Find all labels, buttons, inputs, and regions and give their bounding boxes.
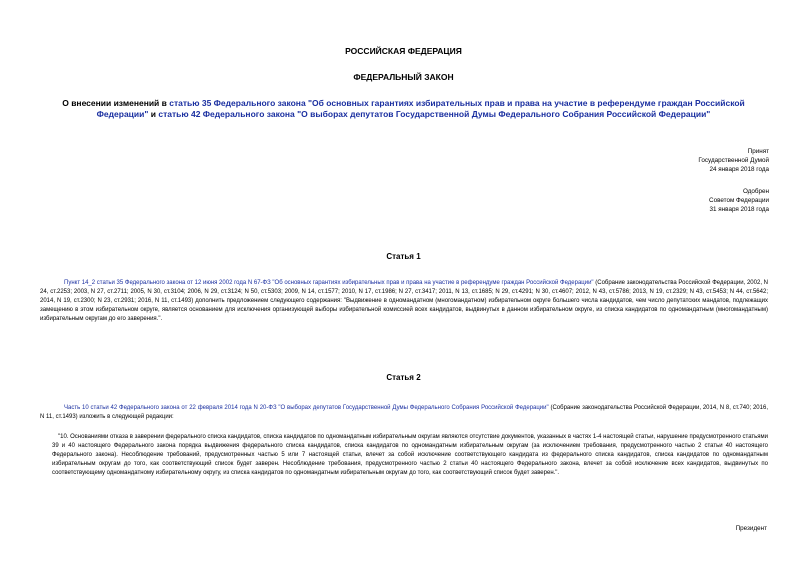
law-title-prefix: О внесении изменений в <box>62 98 170 108</box>
approval-line3: 31 января 2018 года <box>709 205 769 213</box>
article1-body: (Собрание законодательства Российской Федерации, 2002, N 24, ст.2253; 2003, N 27, ст.2711; 2005, N 30, ст.3104; 2006, N 29, ст.3124; N 50, ст.5303; 2009, N 14, ст.1577; 2010, N 17, ст.1986; N 27, ст.3417; 2011, N 13, ст.1685; N 29, ст.4291; N 30, ст.4607; 2012, N 43, ст.5786; 2013, N 19, ст.2329; N 43, ст.5453; N 44, ст.5642; 2014, N 19, ст.2300; N 23, ст.2931; 2016, N 11, ст.1493) дополнить предложением следующего содержания: "Выдвижение в одномандатном (многомандатном) избирательном округе большего числа кандидатов, чем число депутатских мандатов, подлежащих замещению в этом избирательном округе, является основанием для исключения организующей выборы избирательной комиссией всех кандидатов, выдвинутых в данном избирательном округе, из списка кандидатов по одномандатным (многомандатным) избирательным округам до его заверения.". <box>40 280 768 322</box>
president-signature: Президент <box>735 525 767 532</box>
article2-text <box>40 404 768 422</box>
approval-line1: Одобрен <box>742 188 769 195</box>
approval-block <box>709 188 769 215</box>
law-title-link-article42[interactable]: статью 42 Федерального закона "О выборах депутатов Государственной Думы Федерального Собрания Российской Федерации" <box>158 109 711 119</box>
law-title-middle: и <box>148 109 159 119</box>
law-title-link-article35[interactable]: статью 35 Федерального закона "Об основных гарантиях избирательных прав и права на участие в референдуме граждан Российской Федерации" <box>96 98 745 119</box>
article1-text <box>40 279 768 324</box>
law-type-heading: ФЕДЕРАЛЬНЫЙ ЗАКОН <box>353 72 454 82</box>
adoption-block <box>698 148 769 175</box>
approval-line2: Советом Федерации <box>709 196 769 204</box>
adoption-line3: 24 января 2018 года <box>709 165 769 173</box>
law-title <box>40 98 767 120</box>
adoption-line1: Принят <box>747 148 769 155</box>
article1-link[interactable]: Пункт 14_2 статьи 35 Федерального закона от 12 июня 2002 года N 67-ФЗ "Об основных гарантиях избирательных прав и права на участие в референдуме граждан Российской Федерации" <box>64 280 594 286</box>
article1-heading: Статья 1 <box>386 252 421 261</box>
article2-body: (Собрание законодательства Российской Федерации, 2014, N 8, ст.740; 2016, N 11, ст.1493) изложить в следующей редакции: <box>40 405 768 420</box>
article2-heading: Статья 2 <box>386 373 421 382</box>
federation-heading: РОССИЙСКАЯ ФЕДЕРАЦИЯ <box>345 46 462 56</box>
article2-quote: "10. Основаниями отказа в заверении федерального списка кандидатов, списка кандидатов по одномандатным избирательным округам являются отсутствие документов, указанных в частях 1-4 настоящей статьи, нарушение предусмотренного статьями 39 и 40 настоящего Федерального закона порядка выдвижения федерального списка кандидатов, списка кандидатов по одномандатным избирательным округам (за исключением требования, предусмотренного частью 2 статьи 40 настоящего Федерального закона). Несоблюдение требований, предусмотренных частью 5 или 7 настоящей статьи, влечет за собой исключение соответствующего кандидата из федерального списка кандидатов, списка кандидатов по одномандатным избирательным округам до того, как соответствующий список будет заверен. Несоблюдение требования, предусмотренного частью 2 статьи 40 настоящего Федерального закона, влечет за собой исключение всех кандидатов, выдвинутых по соответствующему одномандатному избирательному округу, из списка кандидатов по одномандатным избирательным округам до того, как соответствующий список будет заверен.". <box>52 434 768 476</box>
article2-link[interactable]: Часть 10 статьи 42 Федерального закона от 22 февраля 2014 года N 20-ФЗ "О выборах депутатов Государственной Думы Федерального Собрания Российской Федерации" <box>64 405 549 411</box>
adoption-line2: Государственной Думой <box>698 156 769 164</box>
